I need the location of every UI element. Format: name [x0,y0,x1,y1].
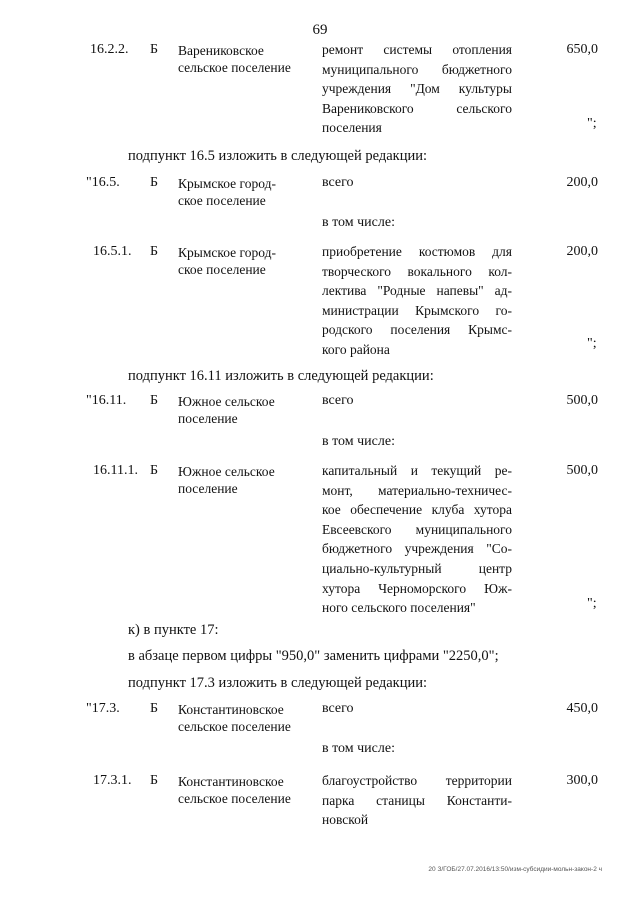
item-number: "16.11. [86,393,127,408]
category-letter: Б [150,393,159,408]
item-number: "17.3. [86,701,120,716]
municipality-name: Южное сельское поселение [178,464,275,496]
paragraph-16-5: подпункт 16.5 изложить в следующей редакции: [128,148,428,164]
municipality-name: Южное сельское поселение [178,394,275,426]
total-label: всего [322,393,354,408]
amount-value: 450,0 [566,701,598,716]
page-number: 69 [312,22,328,38]
closing-quote: "; [587,116,597,131]
including-label: в том числе: [322,741,395,756]
item-description: приобретение костюмов для творческого вокального кол- лектива "Родные напевы" ад- министрации Крымского го- родского поселения Крымс- кого района [322,244,512,357]
category-letter: Б [150,463,159,478]
category-letter: Б [150,244,159,259]
category-letter: Б [150,175,159,190]
paragraph-abzac: в абзаце первом цифры "950,0" заменить цифрами "2250,0"; [128,648,499,664]
item-description: благоустройство территории парка станицы Константи- новской [322,773,512,828]
municipality-name: Константиновское сельское поселение [178,774,291,806]
including-label: в том числе: [322,434,395,449]
amount-value: 650,0 [566,42,598,57]
closing-quote: "; [587,596,597,611]
total-label: всего [322,701,354,716]
category-letter: Б [150,701,159,716]
paragraph-k: к) в пункте 17: [128,622,219,638]
including-label: в том числе: [322,215,395,230]
item-number: 16.2.2. [90,42,129,57]
category-letter: Б [150,773,159,788]
amount-value: 500,0 [566,463,598,478]
amount-value: 300,0 [566,773,598,788]
item-description: капитальный и текущий ре- монт, материально-техничес- кое обеспечение клуба хутора Евсеевского муниципального бюджетного учреждения "Со- циально-культурный центр хутора Черноморского Юж- ного сельского поселения" [322,463,512,616]
municipality-name: Крымское город- ское поселение [178,245,276,277]
paragraph-16-11: подпункт 16.11 изложить в следующей редакции: [128,368,434,384]
closing-quote: "; [587,336,597,351]
amount-value: 200,0 [566,244,598,259]
total-label: всего [322,175,354,190]
item-number: 16.11.1. [93,463,138,478]
amount-value: 200,0 [566,175,598,190]
amount-value: 500,0 [566,393,598,408]
municipality-name: Варениковское сельское поселение [178,43,291,75]
paragraph-17-3: подпункт 17.3 изложить в следующей редакции: [128,675,428,691]
municipality-name: Крымское город- ское поселение [178,176,276,208]
document-footer-code: 20 З/ГОБ/27.07.2016/13:50/изм-субсидии-мольн-закон-2 ч [428,866,602,873]
item-description: ремонт системы отопления муниципального бюджетного учреждения "Дом культуры Варениковского сельского поселения [322,42,512,136]
category-letter: Б [150,42,159,57]
item-number: 16.5.1. [93,244,132,259]
item-number: 17.3.1. [93,773,132,788]
municipality-name: Константиновское сельское поселение [178,702,291,734]
item-number: "16.5. [86,175,120,190]
